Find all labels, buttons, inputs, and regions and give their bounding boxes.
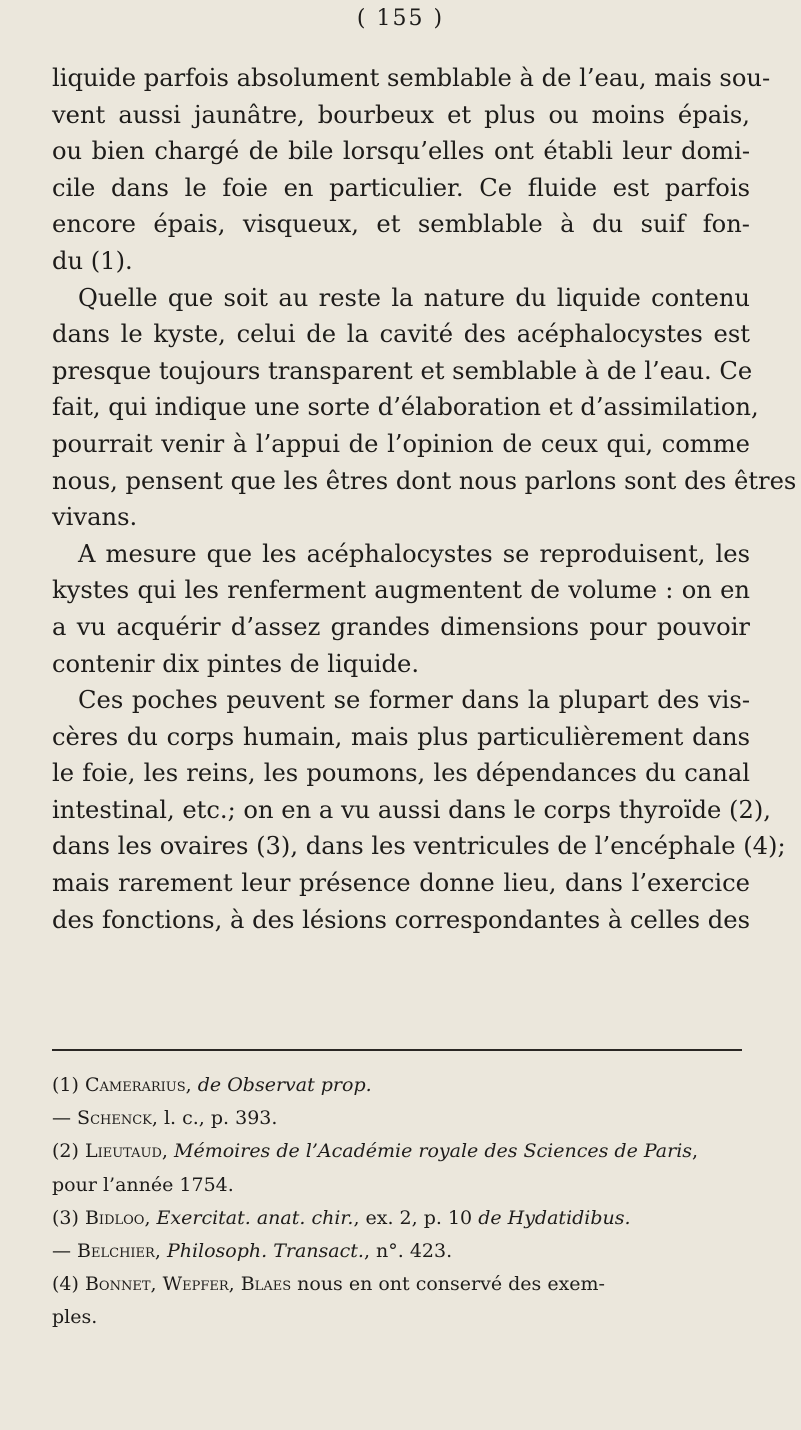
body-text (52, 60, 797, 938)
footnote-dash: — (52, 1107, 71, 1130)
footnote-1b (52, 1102, 742, 1135)
footnote-continuation: ples. (52, 1306, 98, 1329)
footnote-mark: (3) (52, 1206, 79, 1229)
text-line: kystes qui les renferment augmentent de volume : on en (52, 576, 750, 605)
text-line: contenir dix pintes de liquide. (52, 649, 420, 678)
text-line: ou bien chargé de bile lorsqu’elles ont établi leur domi- (52, 137, 750, 166)
footnote-author: Bidloo (84, 1206, 145, 1229)
footnote-4 (52, 1268, 742, 1301)
footnote-separator: , (161, 1140, 174, 1163)
footnote-4b (52, 1301, 742, 1334)
footnote-author: Belchier (77, 1239, 155, 1262)
text-line: Quelle que soit au reste la nature du liquide contenu (78, 283, 750, 312)
footnote-author: Schenck (77, 1107, 152, 1130)
footnote-1 (52, 1069, 742, 1102)
footnote-author: Lieutaud (84, 1140, 162, 1163)
text-line: du (1). (52, 246, 133, 275)
footnote-ref: , l. c., p. 393. (151, 1107, 278, 1130)
footnote-ref: , (692, 1140, 699, 1163)
text-line: A mesure que les acéphalocystes se reproduisent, les (78, 539, 750, 568)
footnote-separator: , (144, 1206, 157, 1229)
text-line: dans le kyste, celui de la cavité des acéphalocystes est (52, 320, 750, 349)
footnote-3b (52, 1235, 742, 1268)
footnote-title: Mémoires de l’Académie royale des Sciences de Paris (174, 1140, 693, 1163)
footnote-text: nous en ont conservé des exem- (291, 1273, 605, 1296)
text-line: cères du corps humain, mais plus particulièrement dans (52, 722, 750, 751)
text-line: presque toujours transparent et semblable à de l’eau. Ce (52, 356, 753, 385)
footnote-title: de Observat prop. (197, 1074, 372, 1096)
footnote-separator: , (185, 1074, 198, 1096)
text-line: liquide parfois absolument semblable à de l’eau, mais sou- (52, 64, 771, 92)
footnote-separator: , (154, 1239, 167, 1262)
text-line: intestinal, etc.; on en a vu aussi dans le corps thyroïde (2), (52, 795, 771, 824)
text-line: mais rarement leur présence donne lieu, dans l’exercice (52, 869, 750, 898)
footnote-mark: (1) (52, 1074, 79, 1096)
footnote-dash: — (52, 1239, 71, 1262)
text-line: encore épais, visqueux, et semblable à du suif fon- (52, 210, 750, 239)
text-line: fait, qui indique une sorte d’élaboration et d’assimilation, (52, 393, 759, 422)
page-number: ( 155 ) (356, 6, 445, 31)
footnote-3 (52, 1202, 742, 1235)
footnote-ref: , n°. 423. (363, 1239, 453, 1262)
text-line: a vu acquérir d’assez grandes dimensions pour pouvoir (52, 612, 750, 641)
text-line: vivans. (52, 503, 138, 532)
footnote-title: Exercitat. anat. chir. (156, 1206, 354, 1229)
text-line: cile dans le foie en particulier. Ce fluide est parfois (52, 173, 750, 202)
footnote-title-2: de Hydatidibus. (478, 1206, 631, 1229)
text-line: vent aussi jaunâtre, bourbeux et plus ou moins épais, (52, 100, 750, 129)
text-line: Ces poches peuvent se former dans la plupart des vis- (78, 686, 750, 715)
text-line: dans les ovaires (3), dans les ventricules de l’encéphale (4); (52, 832, 786, 861)
footnote-2 (52, 1135, 742, 1168)
footnote-mark: (2) (52, 1140, 79, 1163)
footnote-mark: (4) (52, 1273, 79, 1296)
footnote-continuation: pour l’année 1754. (52, 1173, 234, 1196)
text-line: des fonctions, à des lésions correspondantes à celles des (52, 905, 750, 934)
footnote-authors: Bonnet, Wepfer, Blaes (84, 1273, 292, 1296)
footnote-title: Philosoph. Transact. (166, 1239, 364, 1262)
footnote-rule (52, 1049, 742, 1051)
text-line: le foie, les reins, les poumons, les dépendances du canal (52, 759, 750, 788)
text-line: nous, pensent que les êtres dont nous parlons sont des êtres (52, 466, 797, 495)
footnotes (52, 1069, 742, 1335)
text-line: pourrait venir à l’appui de l’opinion de ceux qui, comme (52, 429, 750, 458)
footnote-ref: , ex. 2, p. 10 (353, 1206, 479, 1229)
footnote-author: Camerarius (84, 1074, 186, 1096)
footnote-2b (52, 1169, 742, 1202)
